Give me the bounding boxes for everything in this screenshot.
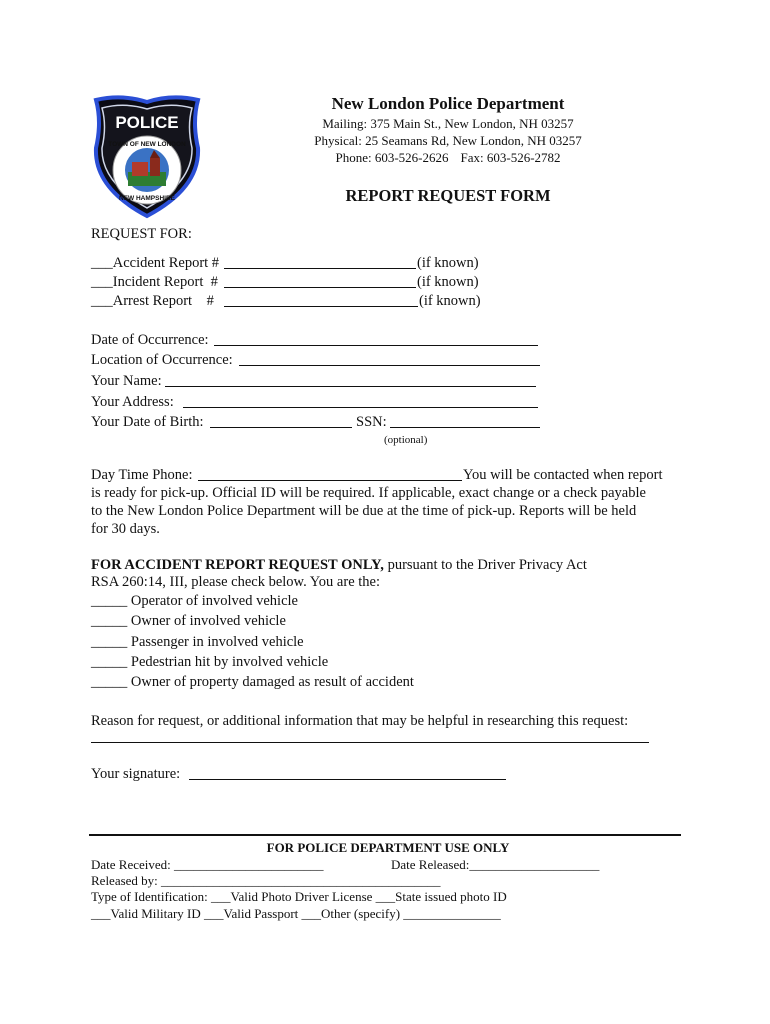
if-known-label: (if known) bbox=[417, 255, 479, 271]
released-by-field[interactable]: Released by: ___________________________________________ bbox=[91, 873, 441, 888]
type-of-identification-line[interactable]: Type of Identification: ___Valid Photo Driver License ___State issued photo ID bbox=[91, 889, 507, 904]
badge-police-text: POLICE bbox=[115, 113, 179, 132]
option-label: Pedestrian hit by involved vehicle bbox=[127, 654, 329, 670]
physical-address: Physical: 25 Seamans Rd, New London, NH 03257 bbox=[314, 133, 582, 148]
daytime-phone-label: Day Time Phone: bbox=[91, 467, 193, 483]
badge-ring-top-text: TOWN OF NEW LONDON bbox=[108, 141, 186, 148]
ssn-label: SSN: bbox=[356, 414, 387, 430]
option-label: Owner of involved vehicle bbox=[127, 613, 286, 629]
contact-notice-line2: is ready for pick-up. Official ID will be required. If applicable, exact change or a check payable bbox=[91, 485, 646, 501]
your-name-label: Your Name: bbox=[91, 373, 162, 389]
option-blank[interactable]: _____ bbox=[91, 634, 128, 650]
department-name: New London Police Department bbox=[331, 94, 565, 113]
request-item-accident[interactable] bbox=[91, 253, 219, 273]
phone-number: Phone: 603-526-2626 bbox=[335, 150, 449, 165]
accident-heading-bold: FOR ACCIDENT REPORT REQUEST ONLY, bbox=[91, 557, 384, 573]
location-field[interactable] bbox=[239, 365, 540, 366]
your-address-field[interactable] bbox=[183, 407, 538, 408]
option-blank[interactable]: _____ bbox=[91, 674, 128, 690]
signature-label: Your signature: bbox=[91, 766, 181, 782]
option-blank[interactable]: _____ bbox=[91, 613, 128, 629]
request-item-incident[interactable] bbox=[91, 272, 218, 292]
accident-section-instructions: RSA 260:14, III, please check below. You are the: bbox=[91, 574, 381, 590]
dob-field[interactable] bbox=[210, 427, 352, 428]
reason-field[interactable] bbox=[91, 742, 649, 743]
police-badge-logo bbox=[88, 92, 206, 220]
request-checkbox-blank[interactable]: ___ bbox=[91, 255, 113, 271]
request-checkbox-blank[interactable]: ___ bbox=[91, 293, 113, 309]
ssn-field[interactable] bbox=[390, 427, 540, 428]
date-received-field[interactable]: Date Received: _______________________ bbox=[91, 857, 324, 872]
request-item-arrest[interactable] bbox=[91, 291, 214, 311]
location-label: Location of Occurrence: bbox=[91, 352, 233, 368]
type-of-identification-line2[interactable]: ___Valid Military ID ___Valid Passport ___Other (specify) _______________ bbox=[91, 906, 501, 921]
accident-option-operator[interactable] bbox=[91, 591, 298, 611]
phone-fax-line bbox=[228, 149, 668, 166]
option-label: Owner of property damaged as result of accident bbox=[127, 674, 414, 690]
ssn-optional-note: (optional) bbox=[384, 434, 428, 446]
accident-heading-rest: pursuant to the Driver Privacy Act bbox=[383, 557, 587, 573]
contact-notice-start: You will be contacted when report bbox=[463, 467, 663, 483]
mailing-address: Mailing: 375 Main St., New London, NH 03257 bbox=[322, 116, 574, 131]
form-title: REPORT REQUEST FORM bbox=[345, 186, 551, 205]
fax-number: Fax: 603-526-2782 bbox=[460, 150, 561, 165]
date-released-field[interactable]: Date Released:____________________ bbox=[391, 857, 600, 872]
date-of-occurrence-label: Date of Occurrence: bbox=[91, 332, 209, 348]
badge-ring-bottom-text: NEW HAMPSHIRE bbox=[119, 195, 175, 202]
reason-label: Reason for request, or additional information that may be helpful in researching this request: bbox=[91, 713, 629, 729]
arrest-report-number-field[interactable] bbox=[224, 306, 418, 307]
date-of-occurrence-field[interactable] bbox=[214, 345, 538, 346]
dob-label: Your Date of Birth: bbox=[91, 414, 204, 430]
accident-option-pedestrian[interactable] bbox=[91, 652, 328, 672]
option-blank[interactable]: _____ bbox=[91, 654, 128, 670]
request-for-label: REQUEST FOR: bbox=[91, 226, 192, 242]
if-known-label: (if known) bbox=[419, 293, 481, 309]
office-use-title: FOR POLICE DEPARTMENT USE ONLY bbox=[266, 840, 510, 855]
request-item-label: Accident Report # bbox=[112, 255, 220, 271]
option-label: Operator of involved vehicle bbox=[127, 593, 298, 609]
option-blank[interactable]: _____ bbox=[91, 593, 128, 609]
request-checkbox-blank[interactable]: ___ bbox=[91, 274, 113, 290]
your-address-label: Your Address: bbox=[91, 394, 174, 410]
signature-field[interactable] bbox=[189, 779, 506, 780]
accident-report-number-field[interactable] bbox=[224, 268, 416, 269]
option-label: Passenger in involved vehicle bbox=[127, 634, 304, 650]
request-item-label: Incident Report # bbox=[112, 274, 218, 290]
incident-report-number-field[interactable] bbox=[224, 287, 416, 288]
request-item-label: Arrest Report # bbox=[112, 293, 214, 309]
accident-option-property-owner[interactable] bbox=[91, 672, 414, 692]
your-name-field[interactable] bbox=[165, 386, 536, 387]
contact-notice-line4: for 30 days. bbox=[91, 521, 160, 537]
office-use-divider bbox=[89, 834, 681, 836]
badge-svg bbox=[88, 92, 206, 220]
accident-option-owner[interactable] bbox=[91, 611, 286, 631]
if-known-label: (if known) bbox=[417, 274, 479, 290]
accident-option-passenger[interactable] bbox=[91, 632, 304, 652]
contact-notice-line3: to the New London Police Department will be due at the time of pick-up. Reports will be held bbox=[91, 503, 637, 519]
daytime-phone-field[interactable] bbox=[198, 480, 462, 481]
